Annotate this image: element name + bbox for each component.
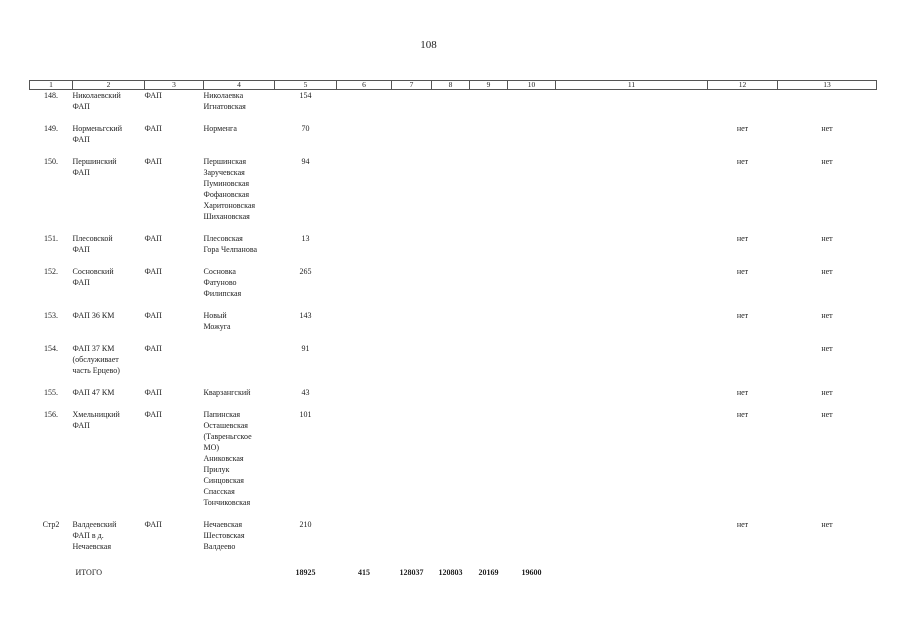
villages-list-line: Прилук bbox=[203, 465, 230, 474]
facility-type: ФАП bbox=[144, 344, 162, 353]
total-value-c9: 20169 bbox=[478, 568, 499, 577]
villages-list-line: Кварзангский bbox=[203, 388, 251, 397]
column-12-value: нет bbox=[736, 157, 749, 166]
row-number: 150. bbox=[44, 157, 58, 166]
empty-cell bbox=[337, 387, 392, 409]
villages-list-line: Николаевка bbox=[203, 91, 244, 100]
facility-name-line: ФАП bbox=[72, 245, 90, 254]
empty-cell bbox=[30, 563, 73, 578]
empty-cell bbox=[470, 387, 508, 409]
facility-name-line: ФАП 47 КМ bbox=[72, 388, 115, 397]
facility-name bbox=[73, 343, 145, 387]
empty-cell bbox=[432, 519, 470, 563]
row-number: Стр2 bbox=[42, 520, 60, 529]
column-13-value: нет bbox=[821, 410, 833, 419]
facility-type: ФАП bbox=[144, 234, 162, 243]
column-header-1: 1 bbox=[30, 81, 73, 90]
column-header-6: 6 bbox=[337, 81, 392, 90]
villages-list-line: Пуминовская bbox=[203, 179, 250, 188]
facility-name-line: (обслуживает bbox=[72, 355, 119, 364]
villages-list-line: Спасская bbox=[203, 487, 235, 496]
empty-cell bbox=[337, 156, 392, 233]
facility-name bbox=[73, 266, 145, 310]
header-row bbox=[30, 81, 877, 90]
empty-cell bbox=[337, 90, 392, 124]
column-header-11: 11 bbox=[556, 81, 708, 90]
empty-cell bbox=[556, 310, 708, 343]
total-value-c8: 120803 bbox=[438, 568, 463, 577]
facility-name-line: Норменьгский bbox=[72, 124, 122, 133]
villages-list-line: Заручевская bbox=[203, 168, 245, 177]
villages-list-line: Филипская bbox=[203, 289, 242, 298]
facility-name-line: Николаевский bbox=[72, 91, 121, 100]
facility-name-line: Першинский bbox=[72, 157, 117, 166]
villages-list-line: Гора Челпанова bbox=[203, 245, 258, 254]
empty-cell bbox=[508, 387, 556, 409]
row-number: 156. bbox=[44, 410, 58, 419]
villages-list-line: Новый bbox=[203, 311, 227, 320]
empty-cell bbox=[470, 409, 508, 519]
empty-cell bbox=[432, 233, 470, 266]
facility-name bbox=[73, 409, 145, 519]
empty-cell bbox=[392, 409, 432, 519]
facility-name-line: ФАП 36 КМ bbox=[72, 311, 115, 320]
facility-type: ФАП bbox=[144, 124, 162, 133]
table-row bbox=[30, 123, 877, 156]
population-value: 210 bbox=[299, 520, 312, 529]
empty-cell bbox=[432, 409, 470, 519]
column-13-value: нет bbox=[821, 234, 833, 243]
facility-name-line: ФАП в д. bbox=[72, 531, 104, 540]
empty-cell bbox=[508, 233, 556, 266]
villages-list bbox=[204, 409, 275, 519]
population-value: 70 bbox=[301, 124, 310, 133]
empty-cell bbox=[432, 123, 470, 156]
total-label: ИТОГО bbox=[75, 568, 103, 577]
empty-cell bbox=[432, 310, 470, 343]
population-value: 143 bbox=[299, 311, 312, 320]
column-header-9: 9 bbox=[470, 81, 508, 90]
column-12-value: нет bbox=[736, 410, 749, 419]
total-value-c10: 19600 bbox=[521, 568, 542, 577]
empty-cell bbox=[432, 343, 470, 387]
empty-cell bbox=[470, 266, 508, 310]
table-row bbox=[30, 519, 877, 563]
empty-cell bbox=[392, 519, 432, 563]
column-13-value: нет bbox=[821, 267, 833, 276]
empty-cell bbox=[337, 266, 392, 310]
empty-cell bbox=[337, 409, 392, 519]
villages-list bbox=[204, 90, 275, 124]
villages-list-line: Валдеево bbox=[203, 542, 236, 551]
population-value: 154 bbox=[299, 91, 312, 100]
empty-cell bbox=[556, 266, 708, 310]
empty-cell bbox=[556, 90, 708, 124]
facility-name bbox=[73, 310, 145, 343]
column-12-value: нет bbox=[736, 267, 749, 276]
population-value: 43 bbox=[301, 388, 310, 397]
villages-list-line: Фатуново bbox=[203, 278, 237, 287]
empty-cell bbox=[508, 519, 556, 563]
facility-name bbox=[73, 519, 145, 563]
empty-cell bbox=[392, 343, 432, 387]
villages-list bbox=[204, 233, 275, 266]
column-header-7: 7 bbox=[392, 81, 432, 90]
column-13-value bbox=[778, 90, 877, 124]
villages-list-line: Игнатовская bbox=[203, 102, 246, 111]
empty-cell bbox=[392, 123, 432, 156]
empty-cell bbox=[556, 233, 708, 266]
empty-cell bbox=[337, 123, 392, 156]
villages-list-line: Плесовская bbox=[203, 234, 243, 243]
villages-list-line: Харитоновская bbox=[203, 201, 256, 210]
population-value: 13 bbox=[301, 234, 310, 243]
facility-name bbox=[73, 90, 145, 124]
villages-list-line: Синцовская bbox=[203, 476, 244, 485]
column-13-value: нет bbox=[821, 520, 833, 529]
empty-cell bbox=[508, 90, 556, 124]
empty-cell bbox=[556, 156, 708, 233]
empty-cell bbox=[392, 233, 432, 266]
column-12-value: нет bbox=[736, 124, 749, 133]
table-row bbox=[30, 343, 877, 387]
villages-list bbox=[204, 156, 275, 233]
column-12-value: нет bbox=[736, 311, 749, 320]
column-header-4: 4 bbox=[204, 81, 275, 90]
villages-list-line: Шихановская bbox=[203, 212, 250, 221]
table-row bbox=[30, 310, 877, 343]
table-row bbox=[30, 233, 877, 266]
table-row bbox=[30, 266, 877, 310]
column-header-13: 13 bbox=[778, 81, 877, 90]
population-value: 265 bbox=[299, 267, 312, 276]
row-number: 153. bbox=[44, 311, 58, 320]
empty-cell bbox=[392, 387, 432, 409]
facility-name-line: ФАП bbox=[72, 168, 90, 177]
table-row bbox=[30, 90, 877, 124]
villages-list bbox=[204, 387, 275, 409]
total-value-c5: 18925 bbox=[295, 568, 316, 577]
column-12-value: нет bbox=[736, 520, 749, 529]
column-13-value: нет bbox=[821, 344, 833, 353]
column-12-value: нет bbox=[736, 388, 749, 397]
villages-list bbox=[204, 266, 275, 310]
facility-name-line: ФАП 37 КМ bbox=[72, 344, 115, 353]
row-number: 151. bbox=[44, 234, 58, 243]
facility-type: ФАП bbox=[144, 311, 162, 320]
empty-cell bbox=[432, 387, 470, 409]
total-value-c6: 415 bbox=[358, 568, 370, 577]
empty-cell bbox=[337, 519, 392, 563]
row-number: 152. bbox=[44, 267, 58, 276]
villages-list-line: МО) bbox=[203, 443, 220, 452]
column-header-2: 2 bbox=[73, 81, 145, 90]
villages-list-line: (Тавреньгское bbox=[203, 432, 252, 441]
facility-name bbox=[73, 156, 145, 233]
empty-cell bbox=[337, 343, 392, 387]
population-value: 91 bbox=[301, 344, 310, 353]
column-12-value bbox=[708, 90, 778, 124]
villages-list bbox=[204, 519, 275, 563]
facility-name-line: часть Ерцево) bbox=[72, 366, 120, 375]
column-header-10: 10 bbox=[508, 81, 556, 90]
empty-cell bbox=[556, 123, 708, 156]
facility-name bbox=[73, 123, 145, 156]
table-body bbox=[30, 90, 877, 579]
empty-cell bbox=[392, 90, 432, 124]
empty-cell bbox=[470, 123, 508, 156]
facility-type: ФАП bbox=[144, 91, 162, 100]
empty-cell bbox=[508, 156, 556, 233]
empty-cell bbox=[556, 409, 708, 519]
villages-list-line: Першинская bbox=[203, 157, 247, 166]
empty-cell bbox=[392, 310, 432, 343]
empty-cell bbox=[470, 343, 508, 387]
villages-list-line: Фофановская bbox=[203, 190, 250, 199]
page-number: 108 bbox=[420, 39, 437, 51]
column-header-8: 8 bbox=[432, 81, 470, 90]
row-number: 154. bbox=[44, 344, 58, 353]
facility-name-line: ФАП bbox=[72, 421, 90, 430]
column-header-12: 12 bbox=[708, 81, 778, 90]
facility-name-line: ФАП bbox=[72, 135, 90, 144]
empty-cell bbox=[337, 310, 392, 343]
column-12-value bbox=[708, 343, 778, 387]
facility-name-line: Сосновский bbox=[72, 267, 114, 276]
facility-name bbox=[73, 387, 145, 409]
column-13-value: нет bbox=[821, 388, 833, 397]
column-13-value: нет bbox=[821, 157, 833, 166]
empty-cell bbox=[432, 90, 470, 124]
empty-cell bbox=[708, 563, 778, 578]
total-row bbox=[30, 563, 877, 578]
column-12-value: нет bbox=[736, 234, 749, 243]
villages-list-line: Аниковская bbox=[203, 454, 244, 463]
villages-list-line: Сосновка bbox=[203, 267, 236, 276]
villages-list bbox=[204, 310, 275, 343]
facility-type: ФАП bbox=[144, 410, 162, 419]
empty-cell bbox=[508, 266, 556, 310]
table-row bbox=[30, 409, 877, 519]
villages-list-line: Папинская bbox=[203, 410, 241, 419]
table-row bbox=[30, 387, 877, 409]
villages-list-line: Шестовская bbox=[203, 531, 245, 540]
empty-cell bbox=[392, 156, 432, 233]
empty-cell bbox=[508, 123, 556, 156]
data-table bbox=[29, 80, 877, 578]
empty-cell bbox=[204, 563, 275, 578]
villages-list-line: Осташевская bbox=[203, 421, 248, 430]
facility-type: ФАП bbox=[144, 267, 162, 276]
facility-name-line: Валдеевский bbox=[72, 520, 117, 529]
empty-cell bbox=[508, 409, 556, 519]
column-13-value: нет bbox=[821, 124, 833, 133]
empty-cell bbox=[392, 266, 432, 310]
villages-list-line: Норменга bbox=[203, 124, 237, 133]
empty-cell bbox=[556, 519, 708, 563]
empty-cell bbox=[508, 310, 556, 343]
facility-name-line: Нечаевская bbox=[72, 542, 112, 551]
villages-list bbox=[204, 343, 275, 387]
empty-cell bbox=[337, 233, 392, 266]
facility-type: ФАП bbox=[144, 388, 162, 397]
row-number: 149. bbox=[44, 124, 58, 133]
empty-cell bbox=[470, 233, 508, 266]
villages-list-line: Тончиковская bbox=[203, 498, 251, 507]
column-13-value: нет bbox=[821, 311, 833, 320]
total-value-c7: 128037 bbox=[399, 568, 424, 577]
empty-cell bbox=[556, 563, 708, 578]
population-value: 94 bbox=[301, 157, 310, 166]
villages-list bbox=[204, 123, 275, 156]
empty-cell bbox=[470, 310, 508, 343]
facility-name-line: Хмельницкий bbox=[72, 410, 120, 419]
villages-list-line: Нечаевская bbox=[203, 520, 243, 529]
facility-type: ФАП bbox=[144, 157, 162, 166]
facility-name-line: ФАП bbox=[72, 278, 90, 287]
row-number: 148. bbox=[44, 91, 58, 100]
population-value: 101 bbox=[299, 410, 312, 419]
empty-cell bbox=[470, 156, 508, 233]
facility-type: ФАП bbox=[144, 520, 162, 529]
empty-cell bbox=[432, 266, 470, 310]
facility-name bbox=[73, 233, 145, 266]
column-header-3: 3 bbox=[145, 81, 204, 90]
empty-cell bbox=[145, 563, 204, 578]
column-header-5: 5 bbox=[275, 81, 337, 90]
empty-cell bbox=[432, 156, 470, 233]
empty-cell bbox=[508, 343, 556, 387]
table-row bbox=[30, 156, 877, 233]
empty-cell bbox=[556, 343, 708, 387]
facility-name-line: Плесовской bbox=[72, 234, 113, 243]
empty-cell bbox=[470, 90, 508, 124]
villages-list-line: Можуга bbox=[203, 322, 231, 331]
row-number: 155. bbox=[44, 388, 58, 397]
empty-cell bbox=[556, 387, 708, 409]
empty-cell bbox=[778, 563, 877, 578]
facility-name-line: ФАП bbox=[72, 102, 90, 111]
empty-cell bbox=[470, 519, 508, 563]
